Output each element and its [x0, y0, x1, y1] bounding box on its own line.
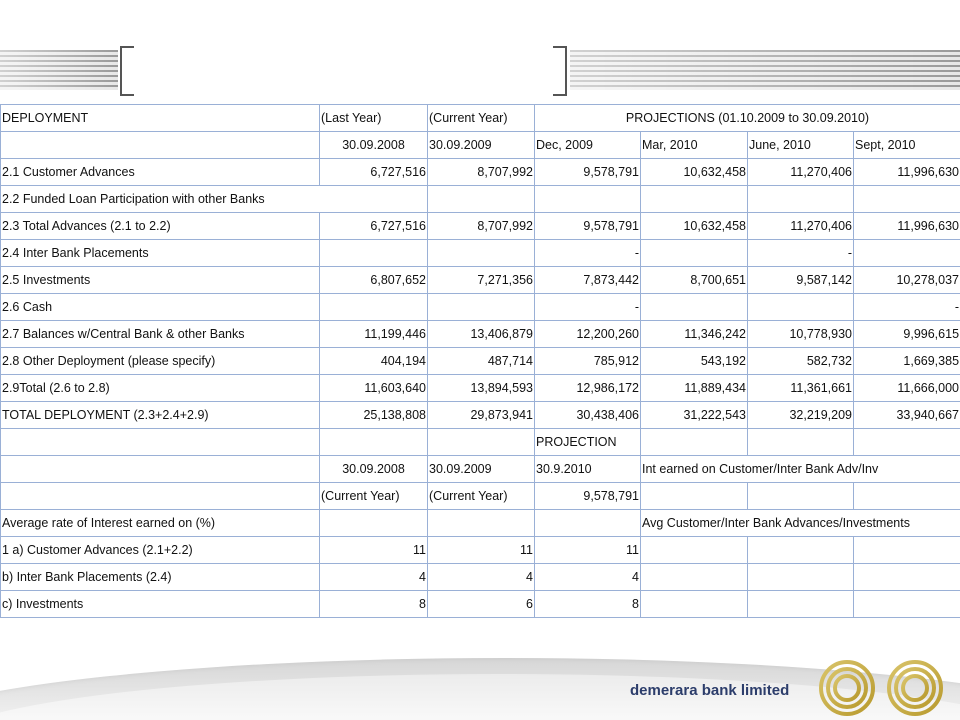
table-cell: 11,199,446 [320, 321, 428, 348]
table-cell [1, 483, 320, 510]
table-cell: 543,192 [641, 348, 748, 375]
table-cell [641, 294, 748, 321]
table-cell: 11,666,000 [854, 375, 960, 402]
table-cell: 10,278,037 [854, 267, 960, 294]
table-row [1, 321, 960, 348]
table-row [1, 186, 960, 213]
table-cell [854, 591, 960, 618]
table-cell [320, 429, 428, 456]
table-cell [641, 186, 748, 213]
table-cell: 8,707,992 [428, 213, 535, 240]
table-cell: 4 [320, 564, 428, 591]
table-cell: 10,632,458 [641, 213, 748, 240]
table-cell: 12,986,172 [535, 375, 641, 402]
table-row [1, 105, 960, 132]
table-cell [428, 294, 535, 321]
table-cell: 1,669,385 [854, 348, 960, 375]
table-cell [1, 132, 320, 159]
table-cell: 7,873,442 [535, 267, 641, 294]
table-cell: 33,940,667 [854, 402, 960, 429]
table-row [1, 429, 960, 456]
table-cell [641, 483, 748, 510]
table-cell [854, 483, 960, 510]
table-cell: c) Investments [1, 591, 320, 618]
table-cell: 9,996,615 [854, 321, 960, 348]
table-cell: Mar, 2010 [641, 132, 748, 159]
table-cell: 4 [428, 564, 535, 591]
table-cell [535, 510, 641, 537]
table-cell: (Last Year) [320, 105, 428, 132]
table-cell [854, 186, 960, 213]
table-cell: 404,194 [320, 348, 428, 375]
table-cell: 11,996,630 [854, 213, 960, 240]
table-cell: PROJECTION [535, 429, 641, 456]
table-cell: - [748, 240, 854, 267]
table-cell: 9,587,142 [748, 267, 854, 294]
table-row [1, 267, 960, 294]
table-cell: 8,707,992 [428, 159, 535, 186]
table-cell: 8 [535, 591, 641, 618]
table-cell [641, 240, 748, 267]
table-cell [428, 240, 535, 267]
table-cell: 6,727,516 [320, 159, 428, 186]
table-cell [428, 186, 535, 213]
table-cell: - [535, 240, 641, 267]
table-cell [748, 537, 854, 564]
table-cell: 7,271,356 [428, 267, 535, 294]
table-cell: 8,700,651 [641, 267, 748, 294]
table-cell [748, 483, 854, 510]
table-cell: 11,270,406 [748, 159, 854, 186]
table-cell: 10,778,930 [748, 321, 854, 348]
table-cell [641, 537, 748, 564]
deployment-table-body [1, 105, 960, 618]
title-bracket-right [553, 46, 567, 96]
table-cell: 2.3 Total Advances (2.1 to 2.2) [1, 213, 320, 240]
table-cell: 582,732 [748, 348, 854, 375]
table-cell: PROJECTIONS (01.10.2009 to 30.09.2010) [535, 105, 960, 132]
table-cell [748, 591, 854, 618]
table-cell [1, 456, 320, 483]
table-row [1, 240, 960, 267]
table-cell: 6,727,516 [320, 213, 428, 240]
bank-name: demerara bank limited [630, 682, 790, 699]
table-row [1, 159, 960, 186]
table-cell [320, 510, 428, 537]
table-cell: Average rate of Interest earned on (%) [1, 510, 320, 537]
table-cell: (Current Year) [320, 483, 428, 510]
table-cell: 2.5 Investments [1, 267, 320, 294]
table-cell: 30.09.2009 [428, 456, 535, 483]
table-cell: 10,632,458 [641, 159, 748, 186]
bank-logo-icon [815, 618, 955, 720]
table-row [1, 510, 960, 537]
table-cell: 9,578,791 [535, 159, 641, 186]
table-cell [320, 240, 428, 267]
table-cell: Sept, 2010 [854, 132, 960, 159]
table-cell: 12,200,260 [535, 321, 641, 348]
table-cell: 30.09.2009 [428, 132, 535, 159]
table-cell [854, 240, 960, 267]
table-cell: 31,222,543 [641, 402, 748, 429]
table-cell [748, 564, 854, 591]
table-cell: 11 [428, 537, 535, 564]
header-decoration-left [0, 50, 118, 90]
table-cell: b) Inter Bank Placements (2.4) [1, 564, 320, 591]
table-cell: (Current Year) [428, 105, 535, 132]
table-cell: Int earned on Customer/Inter Bank Adv/Inv [641, 456, 960, 483]
table-cell [748, 294, 854, 321]
table-cell [854, 564, 960, 591]
table-row [1, 348, 960, 375]
table-cell: 30.09.2008 [320, 456, 428, 483]
table-cell: TOTAL DEPLOYMENT (2.3+2.4+2.9) [1, 402, 320, 429]
table-cell: 2.4 Inter Bank Placements [1, 240, 320, 267]
table-row [1, 375, 960, 402]
table-cell: (Current Year) [428, 483, 535, 510]
table-row [1, 294, 960, 321]
table-cell: 11 [320, 537, 428, 564]
table-cell: 2.7 Balances w/Central Bank & other Banks [1, 321, 320, 348]
table-cell: 785,912 [535, 348, 641, 375]
table-cell: 2.1 Customer Advances [1, 159, 320, 186]
table-cell: - [535, 294, 641, 321]
deployment-table [0, 104, 960, 618]
table-cell [428, 510, 535, 537]
table-cell: 2.8 Other Deployment (please specify) [1, 348, 320, 375]
table-row [1, 483, 960, 510]
table-row [1, 402, 960, 429]
table-cell: Avg Customer/Inter Bank Advances/Investments [641, 510, 960, 537]
table-cell: June, 2010 [748, 132, 854, 159]
table-cell: 8 [320, 591, 428, 618]
table-cell: 25,138,808 [320, 402, 428, 429]
table-row [1, 456, 960, 483]
table-cell: 2.6 Cash [1, 294, 320, 321]
table-row [1, 591, 960, 618]
table-cell: 6,807,652 [320, 267, 428, 294]
table-cell: 2.2 Funded Loan Participation with other Banks [1, 186, 428, 213]
table-cell [748, 186, 854, 213]
table-cell: 13,406,879 [428, 321, 535, 348]
table-cell [854, 537, 960, 564]
table-cell: 11,996,630 [854, 159, 960, 186]
table-cell: 1 a) Customer Advances (2.1+2.2) [1, 537, 320, 564]
table-cell: 29,873,941 [428, 402, 535, 429]
table-cell: 6 [428, 591, 535, 618]
table-cell: 32,219,209 [748, 402, 854, 429]
table-cell: 30,438,406 [535, 402, 641, 429]
table-cell: 9,578,791 [535, 213, 641, 240]
table-cell [641, 429, 748, 456]
table-row [1, 537, 960, 564]
table-cell: 30.9.2010 [535, 456, 641, 483]
table-row [1, 213, 960, 240]
title-bracket-left [120, 46, 134, 96]
table-cell: 11,889,434 [641, 375, 748, 402]
table-cell: 30.09.2008 [320, 132, 428, 159]
table-row [1, 564, 960, 591]
table-cell: 11,603,640 [320, 375, 428, 402]
table-cell: - [854, 294, 960, 321]
table-cell [854, 429, 960, 456]
header-decoration-right [570, 50, 960, 90]
table-cell: 11,346,242 [641, 321, 748, 348]
table-cell: 2.9Total (2.6 to 2.8) [1, 375, 320, 402]
table-cell: 9,578,791 [535, 483, 641, 510]
table-cell: 11 [535, 537, 641, 564]
table-cell [748, 429, 854, 456]
table-cell [1, 429, 320, 456]
table-cell: 13,894,593 [428, 375, 535, 402]
table-cell: Dec, 2009 [535, 132, 641, 159]
table-cell [320, 294, 428, 321]
table-cell [535, 186, 641, 213]
table-cell [428, 429, 535, 456]
table-cell: DEPLOYMENT [1, 105, 320, 132]
table-cell [641, 591, 748, 618]
table-cell: 4 [535, 564, 641, 591]
table-cell: 487,714 [428, 348, 535, 375]
table-cell: 11,270,406 [748, 213, 854, 240]
table-cell: 11,361,661 [748, 375, 854, 402]
table-cell [641, 564, 748, 591]
table-row [1, 132, 960, 159]
